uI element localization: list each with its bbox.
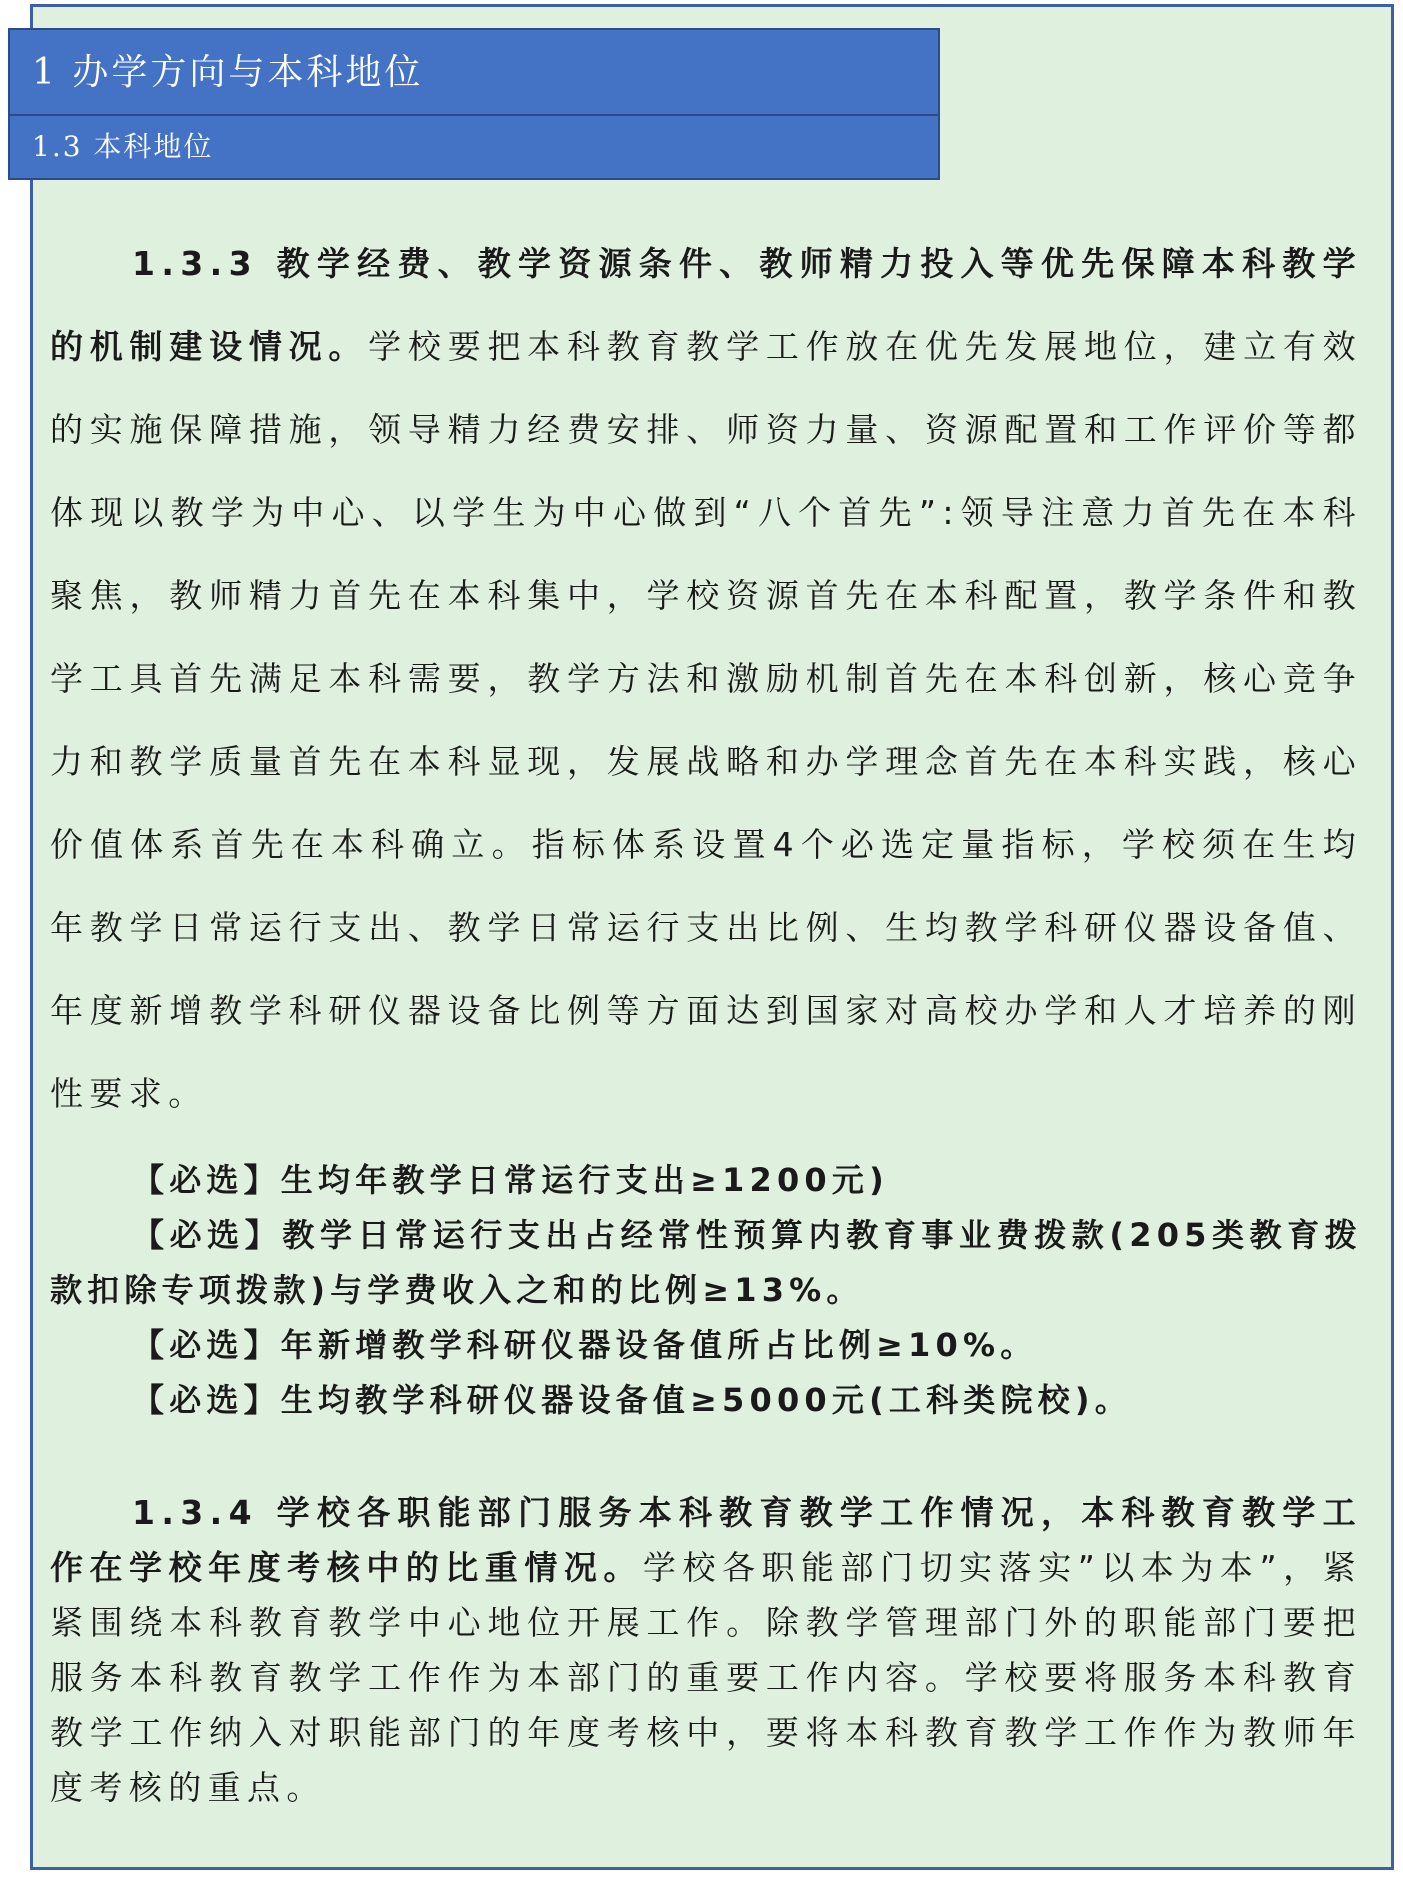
heading-1-3-3: 1.3.3 教学经费、教学资源条件、教师精力投入等优先保障本科教学的机制建设情况。: [50, 244, 1362, 366]
document-body: [50, 222, 1362, 1848]
requirement-item: 【必选】教学日常运行支出占经常性预算内教育事业费拨款(205类教育拨款扣除专项拨款)与学费收入之和的比例≥13%。: [50, 1216, 1362, 1309]
section-title: 1.3 本科地位: [32, 130, 214, 163]
requirement-item: 【必选】生均年教学日常运行支出≥1200元): [132, 1161, 889, 1199]
paragraph-1-3-3: [50, 222, 1362, 1135]
body-1-3-3: 学校要把本科教育教学工作放在优先发展地位，建立有效的实施保障措施，领导精力经费安排、师资力量、资源配置和工作评价等都体现以教学为中心、以学生为中心做到“八个首先”:领导注意力首先在本科聚焦，教师精力首先在本科集中，学校资源首先在本科配置，教学条件和教学工具首先满足本科需要，教学方法和激励机制首先在本科创新，核心竞争力和教学质量首先在本科显现，发展战略和办学理念首先在本科实践，核心价值体系首先在本科确立。指标体系设置4个必选定量指标，学校须在生均年教学日常运行支出、教学日常运行支出比例、生均教学科研仪器设备值、年度新增教学科研仪器设备比例等方面达到国家对高校办学和人才培养的刚性要求。: [50, 327, 1363, 1113]
chapter-title: 1 办学方向与本科地位: [10, 30, 938, 116]
requirement-item: 【必选】生均教学科研仪器设备值≥5000元(工科类院校)。: [132, 1381, 1132, 1419]
body-1-3-4: 学校各职能部门切实落实”以本为本”，紧紧围绕本科教育教学中心地位开展工作。除教学管理部门外的职能部门要把服务本科教育教学工作作为本部门的重要工作内容。学校要将服务本科教育教学工作纳入对职能部门的年度考核中，要将本科教育教学工作作为教师年度考核的重点。: [50, 1548, 1363, 1807]
requirement-item: 【必选】年新增教学科研仪器设备值所占比例≥10%。: [132, 1326, 1038, 1364]
chapter-header: [8, 28, 940, 180]
heading-1-3-4: 1.3.4 学校各职能部门服务本科教育教学工作情况，本科教育教学工作在学校年度考核中的比重情况。: [50, 1493, 1362, 1587]
requirements-list: [50, 1153, 1362, 1428]
paragraph-1-3-4: [50, 1485, 1362, 1815]
